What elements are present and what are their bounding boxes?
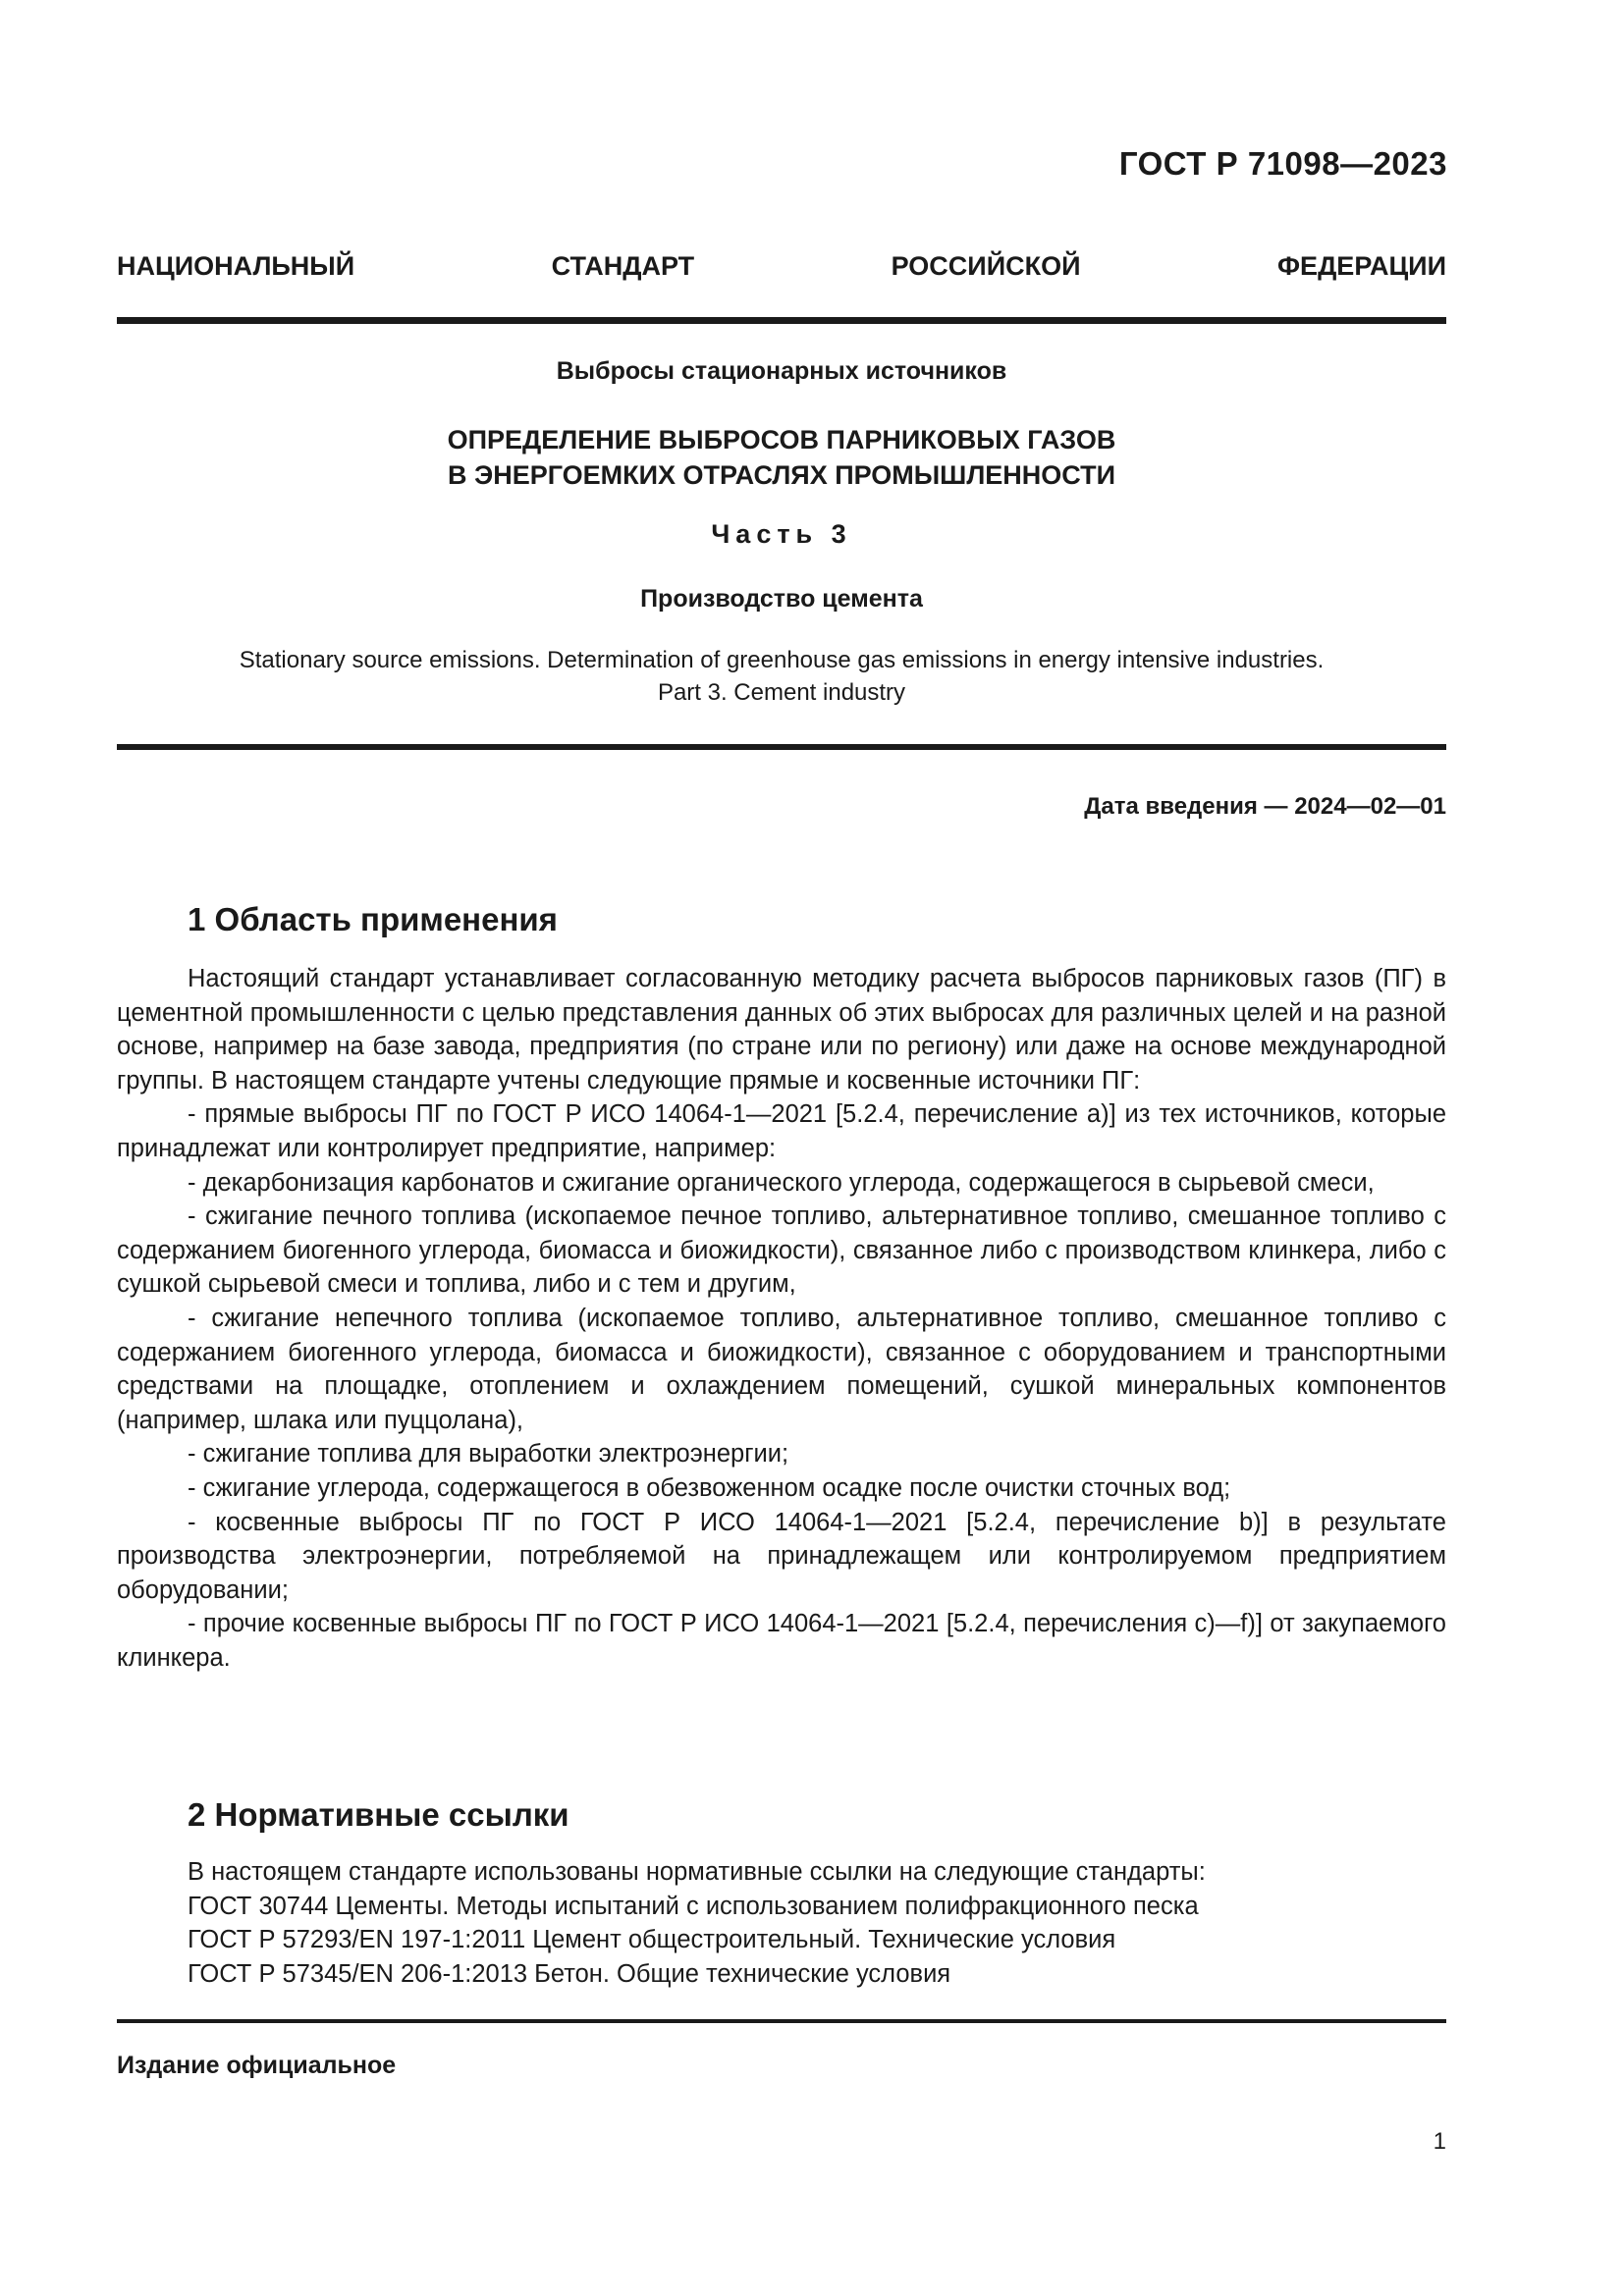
banner-word: ФЕДЕРАЦИИ <box>1277 251 1446 281</box>
references-body <box>117 1855 1446 1991</box>
english-title-line: Part 3. Cement industry <box>657 679 906 706</box>
english-title <box>117 644 1446 709</box>
scope-body <box>117 962 1446 1675</box>
document-number: ГОСТ Р 71098—2023 <box>1118 145 1447 182</box>
banner-word: НАЦИОНАЛЬНЫЙ <box>117 251 355 281</box>
reference-item: ГОСТ Р 57345/EN 206-1:2013 Бетон. Общие технические условия <box>188 1959 951 1988</box>
english-title-line: Stationary source emissions. Determination of greenhouse gas emissions in energy intensive industries. <box>239 647 1325 673</box>
list-item: - сжигание углерода, содержащегося в обезвоженном осадке после очистки сточных вод; <box>188 1473 1231 1502</box>
list-item: - сжигание печного топлива (ископаемое печное топливо, альтернативное топливо, смешанное топливо с содержанием биогенного углерода, биомасса и биожидкости), связанное либо с производством клинкера, либо с сушкой сырьевой смеси и топлива, либо и с тем и другим, <box>117 1202 1446 1299</box>
reference-item: ГОСТ 30744 Цементы. Методы испытаний с использованием полифракционного песка <box>188 1892 1199 1920</box>
list-item: - прямые выбросы ПГ по ГОСТ Р ИСО 14064-1—2021 [5.2.4, перечисление а)] из тех источников, которые принадлежат или контролирует предприятие, например: <box>117 1100 1446 1162</box>
list-item: - сжигание непечного топлива (ископаемое топливо, альтернативное топливо, смешанное топливо с содержанием биогенного углерода, биомасса и биожидкости), связанное с оборудованием и транспортными средствами на площадке, отоплением и охлаждением помещений, сушкой минеральных компонентов (например, шлака или пуццолана), <box>117 1304 1446 1434</box>
paragraph: Настоящий стандарт устанавливает согласованную методику расчета выбросов парниковых газов (ПГ) в цементной промышленности с целью представления данных об этих выбросах для различных целей и на разной основе, например на базе завода, предприятия (по стране или по региону) или даже на основе международной группы. В настоящем стандарте учтены следующие прямые и косвенные источники ПГ: <box>117 965 1446 1095</box>
list-item: - сжигание топлива для выработки электроэнергии; <box>188 1440 789 1468</box>
list-item: - декарбонизация карбонатов и сжигание органического углерода, содержащегося в сырьевой смеси, <box>188 1168 1375 1197</box>
title-divider <box>117 744 1446 750</box>
section-heading-references: 2 Нормативные ссылки <box>188 1796 569 1833</box>
national-standard-banner <box>117 251 1446 282</box>
banner-word: РОССИЙСКОЙ <box>891 251 1081 281</box>
page-number: 1 <box>1433 2128 1446 2155</box>
list-item: - прочие косвенные выбросы ПГ по ГОСТ Р ИСО 14064-1—2021 [5.2.4, перечисления с)—f)] от закупаемого клинкера. <box>117 1610 1446 1672</box>
document-part: Часть 3 <box>711 519 852 549</box>
banner-word: СТАНДАРТ <box>551 251 695 281</box>
footer-divider <box>117 2019 1446 2023</box>
title-line: В ЭНЕРГОЕМКИХ ОТРАСЛЯХ ПРОМЫШЛЕННОСТИ <box>447 460 1115 490</box>
document-title <box>117 422 1446 493</box>
top-divider <box>117 317 1446 324</box>
official-edition-label: Издание официальное <box>117 2052 397 2079</box>
introduction-date: Дата введения — 2024—02—01 <box>1084 793 1446 820</box>
document-subject: Выбросы стационарных источников <box>556 357 1007 385</box>
section-heading-scope: 1 Область применения <box>188 901 558 937</box>
references-intro: В настоящем стандарте использованы нормативные ссылки на следующие стандарты: <box>188 1858 1206 1886</box>
list-item: - косвенные выбросы ПГ по ГОСТ Р ИСО 14064-1—2021 [5.2.4, перечисление b)] в результате производства электроэнергии, потребляемой на принадлежащем или контролируемом предприятием оборудовании; <box>117 1508 1446 1604</box>
document-subtitle: Производство цемента <box>640 585 923 613</box>
title-line: ОПРЕДЕЛЕНИЕ ВЫБРОСОВ ПАРНИКОВЫХ ГАЗОВ <box>447 425 1116 454</box>
reference-item: ГОСТ Р 57293/EN 197-1:2011 Цемент общестроительный. Технические условия <box>188 1926 1116 1954</box>
